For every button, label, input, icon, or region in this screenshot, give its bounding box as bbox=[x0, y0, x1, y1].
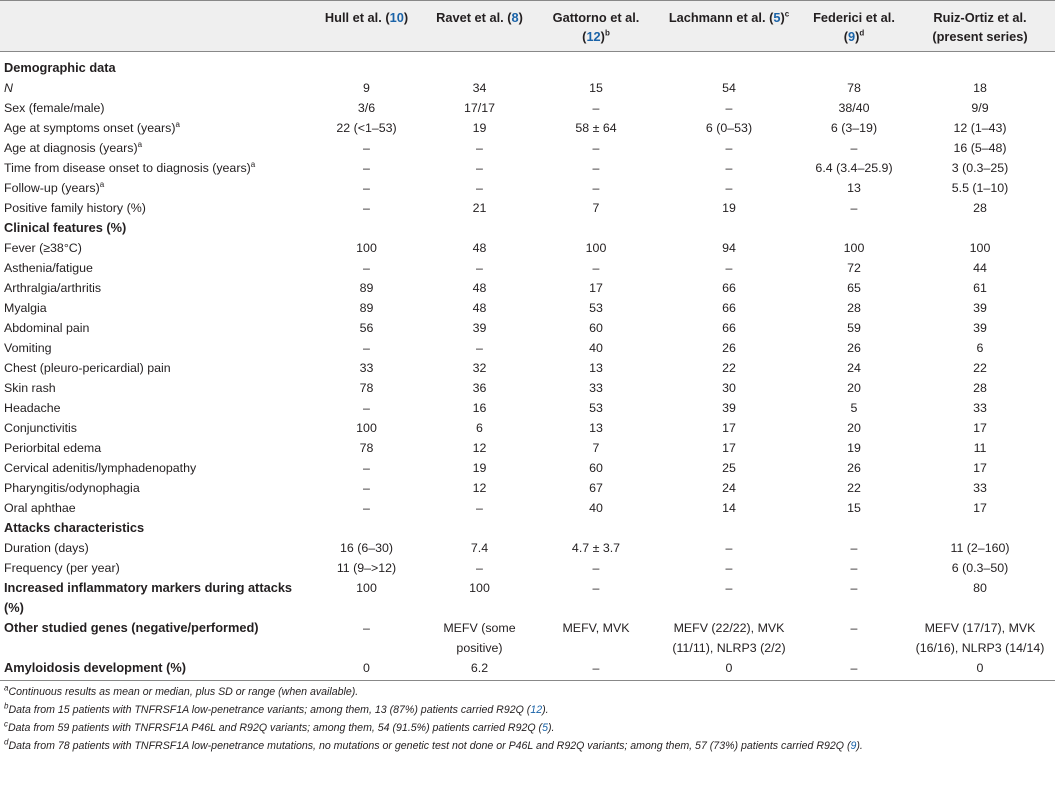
table-cell: 78 bbox=[359, 381, 374, 395]
table-cell: 5 bbox=[850, 401, 858, 415]
column-header-1 bbox=[311, 1, 422, 52]
table-cell: 26 bbox=[847, 341, 861, 355]
row-label-text: Amyloidosis development (%) bbox=[4, 660, 187, 675]
table-row bbox=[0, 658, 1055, 681]
table-cell: – bbox=[363, 461, 370, 475]
column-header-2 bbox=[422, 1, 537, 52]
row-label bbox=[0, 438, 311, 458]
table-row bbox=[0, 558, 1055, 578]
table-cell: MEFV (22/22), MVK (11/11), NLRP3 (2/2) bbox=[672, 621, 786, 655]
table-cell: 66 bbox=[722, 281, 736, 295]
row-label-text: Chest (pleuro-pericardial) pain bbox=[4, 361, 171, 375]
table-cell: 4.7 ± 3.7 bbox=[571, 541, 621, 555]
table-cell: 9/9 bbox=[971, 101, 989, 115]
header-row bbox=[0, 1, 1055, 52]
row-label bbox=[0, 338, 311, 358]
row-label bbox=[0, 578, 311, 618]
table-cell: 40 bbox=[589, 341, 603, 355]
table-cell: 48 bbox=[472, 281, 487, 295]
table-cell: 7 bbox=[592, 441, 600, 455]
table-cell: – bbox=[476, 141, 483, 155]
column-header-text: Federici et al. ( bbox=[813, 10, 895, 44]
table-row bbox=[0, 278, 1055, 298]
section-header-row bbox=[0, 518, 1055, 538]
table-cell: 38/40 bbox=[838, 101, 870, 115]
table-cell: – bbox=[363, 501, 370, 515]
table-cell: 100 bbox=[843, 241, 865, 255]
row-label bbox=[0, 558, 311, 578]
table-cell: – bbox=[592, 161, 600, 175]
table-cell: – bbox=[725, 541, 733, 555]
table-cell: 22 bbox=[973, 361, 987, 375]
table-cell: 22 bbox=[847, 481, 861, 495]
table-cell: 100 bbox=[356, 241, 377, 255]
reference-link[interactable]: 9 bbox=[847, 29, 856, 44]
table-cell: – bbox=[363, 401, 370, 415]
table-cell: 6 (0.3–50) bbox=[951, 561, 1009, 575]
column-header-text: ) bbox=[780, 10, 785, 25]
table-row bbox=[0, 358, 1055, 378]
column-header-4 bbox=[655, 1, 803, 52]
row-label bbox=[0, 118, 311, 138]
row-label-text: Cervical adenitis/lymphadenopathy bbox=[4, 461, 197, 475]
footnote-marker: a bbox=[99, 179, 105, 189]
table-row bbox=[0, 498, 1055, 518]
table-cell: – bbox=[803, 658, 905, 681]
row-label-text: Conjunctivitis bbox=[4, 421, 77, 435]
table-cell: 11 (2–160) bbox=[950, 541, 1010, 555]
table-cell: 17 bbox=[973, 461, 987, 475]
footnote bbox=[0, 683, 1055, 701]
table-row bbox=[0, 378, 1055, 398]
table-cell: 16 bbox=[472, 401, 487, 415]
table-cell: 20 bbox=[847, 381, 861, 395]
table-cell: 16 (5–48) bbox=[953, 141, 1007, 155]
row-label bbox=[0, 78, 311, 98]
footnote-text: ). bbox=[856, 740, 863, 752]
row-label bbox=[0, 418, 311, 438]
table-row bbox=[0, 298, 1055, 318]
table-cell: 53 bbox=[589, 401, 603, 415]
row-label bbox=[0, 298, 311, 318]
footnote-text: Data from 78 patients with TNFRSF1A low-penetrance mutations, no mutations or genetic test not done or P46L and R92Q variants; among them, 57 (73%) patients carried R92Q ( bbox=[8, 740, 851, 752]
table-cell: 17 bbox=[722, 441, 736, 455]
table-cell: 60 bbox=[589, 321, 603, 335]
table-cell: – bbox=[363, 341, 370, 355]
row-label-text: Age at symptoms onset (years) bbox=[4, 121, 176, 135]
table-row bbox=[0, 98, 1055, 118]
table-cell: 78 bbox=[359, 441, 374, 455]
table-body bbox=[0, 52, 1055, 681]
row-label-text: Pharyngitis/odynophagia bbox=[4, 481, 140, 495]
table-cell: – bbox=[850, 141, 858, 155]
row-label-text: Skin rash bbox=[4, 381, 56, 395]
table-row bbox=[0, 118, 1055, 138]
header-blank-cell bbox=[0, 1, 311, 52]
row-label-text: Follow-up (years) bbox=[4, 181, 100, 195]
table-cell: 72 bbox=[847, 261, 861, 275]
table-cell: 19 bbox=[722, 201, 736, 215]
row-label bbox=[0, 198, 311, 218]
table-cell: – bbox=[850, 201, 858, 215]
table-row bbox=[0, 538, 1055, 558]
footnote bbox=[0, 701, 1055, 719]
table-cell: 18 bbox=[973, 81, 987, 95]
table-cell: 6 (0–53) bbox=[705, 121, 753, 135]
table-cell: – bbox=[363, 181, 370, 195]
footnote-marker: c bbox=[4, 719, 8, 729]
table-cell: 17/17 bbox=[463, 101, 495, 115]
table-cell: – bbox=[363, 141, 370, 155]
table-cell: 19 bbox=[472, 121, 487, 135]
table-header bbox=[0, 1, 1055, 52]
footnote bbox=[0, 719, 1055, 737]
table-cell: 54 bbox=[722, 81, 736, 95]
table-cell: 17 bbox=[973, 421, 987, 435]
reference-link[interactable]: 9 bbox=[850, 740, 857, 752]
footnote-marker: a bbox=[250, 159, 256, 169]
table-cell: 16 (6–30) bbox=[339, 541, 394, 555]
row-label bbox=[0, 158, 311, 178]
column-header-text: ) bbox=[855, 29, 860, 44]
table-cell: – bbox=[592, 141, 600, 155]
table-cell: 80 bbox=[973, 581, 987, 595]
table-cell: 19 bbox=[472, 461, 487, 475]
table-cell: 11 (9–>12) bbox=[336, 561, 397, 575]
table-cell: 6 (3–19) bbox=[830, 121, 878, 135]
table-cell: 6 bbox=[976, 341, 984, 355]
table-cell: 94 bbox=[722, 241, 736, 255]
reference-link[interactable]: 12 bbox=[586, 29, 601, 44]
table-cell: 100 bbox=[585, 241, 607, 255]
footnote-marker: b bbox=[604, 28, 610, 38]
table-row bbox=[0, 438, 1055, 458]
footnote-marker: d bbox=[4, 737, 9, 747]
table-row bbox=[0, 198, 1055, 218]
table-cell: 0 bbox=[655, 658, 803, 681]
table-row bbox=[0, 318, 1055, 338]
table-cell: 100 bbox=[969, 241, 991, 255]
table-cell: 22 bbox=[722, 361, 736, 375]
table-cell: 19 bbox=[847, 441, 861, 455]
table-cell: – bbox=[725, 581, 733, 595]
table-cell: – bbox=[537, 658, 655, 681]
table-cell: – bbox=[363, 481, 370, 495]
table-cell: 78 bbox=[847, 81, 861, 95]
footnote-text: ). bbox=[542, 704, 549, 716]
table-cell: 7.4 bbox=[470, 541, 489, 555]
table-cell: 6 bbox=[476, 421, 483, 435]
table-cell: 48 bbox=[472, 301, 487, 315]
section-title: Clinical features (%) bbox=[4, 220, 127, 235]
table-cell: – bbox=[725, 181, 733, 195]
table-cell: – bbox=[363, 161, 370, 175]
table-cell: 36 bbox=[472, 381, 487, 395]
row-label-text: Periorbital edema bbox=[4, 441, 102, 455]
table-row bbox=[0, 158, 1055, 178]
table-cell: 26 bbox=[847, 461, 861, 475]
table-row bbox=[0, 138, 1055, 158]
table-cell: 40 bbox=[589, 501, 603, 515]
row-label bbox=[0, 318, 311, 338]
table-cell: 6.2 bbox=[422, 658, 537, 681]
table-cell: 12 bbox=[472, 481, 487, 495]
table-row bbox=[0, 578, 1055, 618]
footnote-text: Data from 59 patients with TNFRSF1A P46L and R92Q variants; among them, 54 (91.5%) patients carried R92Q ( bbox=[8, 722, 543, 734]
row-label-text: Duration (days) bbox=[4, 541, 89, 555]
table-cell: 67 bbox=[589, 481, 603, 495]
table-cell: 61 bbox=[973, 281, 987, 295]
table-cell: 100 bbox=[469, 581, 490, 595]
row-label-text: Age at diagnosis (years) bbox=[4, 141, 138, 155]
table-cell: 11 bbox=[973, 441, 987, 455]
table-cell: 53 bbox=[589, 301, 603, 315]
table-cell: 33 bbox=[589, 381, 603, 395]
column-header-text: Lachmann et al. ( bbox=[668, 10, 774, 25]
reference-link[interactable]: 10 bbox=[389, 10, 404, 25]
table-cell: 28 bbox=[973, 201, 987, 215]
table-cell: 24 bbox=[722, 481, 736, 495]
row-label bbox=[0, 478, 311, 498]
row-label bbox=[0, 618, 311, 658]
row-label bbox=[0, 398, 311, 418]
table-cell: 33 bbox=[359, 361, 374, 375]
row-label bbox=[0, 378, 311, 398]
column-header-text: ) bbox=[600, 29, 605, 44]
table-cell: – bbox=[476, 341, 483, 355]
table-cell: – bbox=[363, 201, 370, 215]
column-header-6 bbox=[905, 1, 1055, 52]
row-label bbox=[0, 498, 311, 518]
table-cell: – bbox=[592, 561, 600, 575]
row-label-text: Increased inflammatory markers during attacks (%) bbox=[4, 580, 293, 615]
table-row bbox=[0, 258, 1055, 278]
row-label-text: Headache bbox=[4, 401, 61, 415]
table-cell: 33 bbox=[973, 481, 987, 495]
table-cell: – bbox=[725, 141, 733, 155]
row-label bbox=[0, 658, 311, 681]
column-header-5 bbox=[803, 1, 905, 52]
table-cell: 6.4 (3.4–25.9) bbox=[815, 161, 893, 175]
footnote-marker: a bbox=[4, 683, 9, 693]
row-label bbox=[0, 538, 311, 558]
table-cell: 15 bbox=[847, 501, 861, 515]
table-cell: 21 bbox=[472, 201, 487, 215]
table-cell: 44 bbox=[973, 261, 987, 275]
table-cell: 48 bbox=[472, 241, 487, 255]
row-label bbox=[0, 138, 311, 158]
table-cell: 24 bbox=[847, 361, 861, 375]
table-cell: 56 bbox=[359, 321, 374, 335]
table-cell: – bbox=[850, 581, 858, 595]
table-cell: 60 bbox=[589, 461, 603, 475]
column-header-text: Ruiz-Ortiz et al. (present series) bbox=[932, 10, 1028, 44]
footnote-marker: a bbox=[175, 119, 180, 129]
table-cell: – bbox=[725, 161, 733, 175]
table-cell: – bbox=[476, 561, 483, 575]
column-header-text: Gattorno et al. ( bbox=[552, 10, 640, 44]
table-cell: – bbox=[476, 161, 483, 175]
table-cell: 100 bbox=[356, 581, 377, 595]
table-cell: 33 bbox=[973, 401, 987, 415]
column-header-text: Hull et al. ( bbox=[324, 10, 390, 25]
footnotes bbox=[0, 683, 1055, 755]
table-cell: 12 (1–43) bbox=[953, 121, 1007, 135]
table-cell: 89 bbox=[359, 281, 374, 295]
table-cell: – bbox=[850, 561, 858, 575]
footnote-marker: c bbox=[784, 9, 790, 19]
table-cell: 28 bbox=[973, 381, 987, 395]
table-cell: 39 bbox=[472, 321, 487, 335]
table-cell: 39 bbox=[973, 321, 987, 335]
table-cell: 13 bbox=[847, 181, 861, 195]
table-cell: 66 bbox=[722, 301, 736, 315]
row-label bbox=[0, 458, 311, 478]
footnote bbox=[0, 737, 1055, 755]
table-cell: 17 bbox=[722, 421, 736, 435]
table-row bbox=[0, 478, 1055, 498]
row-label-text: Positive family history (%) bbox=[4, 201, 146, 215]
row-label-text: Vomiting bbox=[4, 341, 52, 355]
table-cell: 89 bbox=[359, 301, 374, 315]
table-row bbox=[0, 458, 1055, 478]
section-header-row bbox=[0, 218, 1055, 238]
table-cell: – bbox=[725, 261, 733, 275]
row-label-text: Arthralgia/arthritis bbox=[4, 281, 102, 295]
table-cell: 32 bbox=[472, 361, 487, 375]
row-label-text: N bbox=[4, 81, 13, 95]
table-cell: 26 bbox=[722, 341, 736, 355]
section-title: Demographic data bbox=[4, 60, 116, 75]
table-cell: 100 bbox=[356, 421, 377, 435]
table-cell: MEFV (17/17), MVK (16/16), NLRP3 (14/14) bbox=[915, 621, 1045, 655]
column-header-3 bbox=[537, 1, 655, 52]
section-title: Attacks characteristics bbox=[4, 520, 145, 535]
table-cell: – bbox=[592, 101, 600, 115]
reference-link[interactable]: 8 bbox=[511, 10, 519, 25]
row-label-text: Other studied genes (negative/performed) bbox=[4, 620, 259, 635]
table-cell: 5.5 (1–10) bbox=[951, 181, 1009, 195]
table-cell: 39 bbox=[722, 401, 736, 415]
table-cell: MEFV, MVK bbox=[562, 621, 630, 635]
footnote-marker: b bbox=[4, 701, 9, 711]
row-label-text: Frequency (per year) bbox=[4, 561, 120, 575]
table-cell: 66 bbox=[722, 321, 736, 335]
table-cell: 3 (0.3–25) bbox=[951, 161, 1009, 175]
reference-link[interactable]: 5 bbox=[773, 10, 781, 25]
reference-link[interactable]: 5 bbox=[542, 722, 548, 734]
row-label bbox=[0, 258, 311, 278]
table-cell: – bbox=[476, 261, 483, 275]
table-cell: 20 bbox=[847, 421, 861, 435]
table-row bbox=[0, 178, 1055, 198]
table-row bbox=[0, 78, 1055, 98]
table-cell: – bbox=[850, 541, 858, 555]
table-row bbox=[0, 238, 1055, 258]
table-cell: 30 bbox=[722, 381, 736, 395]
footnote-text: Continuous results as mean or median, plus SD or range (when available). bbox=[8, 686, 359, 698]
row-label bbox=[0, 98, 311, 118]
table-cell: – bbox=[476, 181, 483, 195]
table-cell: 28 bbox=[847, 301, 861, 315]
section-header-row bbox=[0, 52, 1055, 79]
table-cell: 7 bbox=[592, 201, 600, 215]
table-cell: 25 bbox=[722, 461, 736, 475]
row-label-text: Sex (female/male) bbox=[4, 101, 105, 115]
table-cell: 0 bbox=[905, 658, 1055, 681]
table-cell: 15 bbox=[589, 81, 603, 95]
row-label-text: Abdominal pain bbox=[4, 321, 90, 335]
table-cell: 14 bbox=[722, 501, 736, 515]
column-header-text: ) bbox=[403, 10, 409, 25]
table-cell: 17 bbox=[589, 281, 603, 295]
table-cell: 13 bbox=[589, 361, 603, 375]
table-cell: – bbox=[725, 561, 733, 575]
column-header-text: Ravet et al. ( bbox=[436, 10, 512, 25]
footnote-text: Data from 15 patients with TNFRSF1A low-penetrance variants; among them, 13 (87%) patients carried R92Q ( bbox=[8, 704, 531, 716]
table-cell: 65 bbox=[847, 281, 861, 295]
table-row bbox=[0, 398, 1055, 418]
table-cell: – bbox=[363, 621, 370, 635]
footnote-marker: d bbox=[859, 28, 865, 38]
table-cell: – bbox=[592, 581, 600, 595]
footnote-text: ). bbox=[547, 722, 555, 734]
table-cell: 39 bbox=[973, 301, 987, 315]
table-cell: – bbox=[592, 181, 600, 195]
table-cell: 58 ± 64 bbox=[575, 121, 617, 135]
row-label bbox=[0, 178, 311, 198]
table-cell: 22 (<1–53) bbox=[336, 121, 397, 135]
row-label-text: Asthenia/fatigue bbox=[4, 261, 93, 275]
row-label-text: Oral aphthae bbox=[4, 501, 76, 515]
table-cell: 3/6 bbox=[357, 101, 376, 115]
table-cell: – bbox=[476, 501, 483, 515]
row-label bbox=[0, 358, 311, 378]
row-label-text: Fever (≥38°C) bbox=[4, 241, 82, 255]
row-label-text: Time from disease onset to diagnosis (years) bbox=[4, 161, 251, 175]
table-cell: 13 bbox=[589, 421, 603, 435]
table-cell: – bbox=[363, 261, 370, 275]
row-label-text: Myalgia bbox=[4, 301, 47, 315]
column-header-text: ) bbox=[518, 10, 523, 25]
table-row bbox=[0, 338, 1055, 358]
table-cell: – bbox=[592, 261, 600, 275]
table-cell: 0 bbox=[311, 658, 422, 681]
reference-link[interactable]: 12 bbox=[530, 704, 543, 716]
table-cell: 9 bbox=[363, 81, 370, 95]
footnote-marker: a bbox=[137, 139, 143, 149]
table-cell: 12 bbox=[472, 441, 487, 455]
table-row bbox=[0, 618, 1055, 658]
table-cell: – bbox=[850, 621, 858, 635]
table-row bbox=[0, 418, 1055, 438]
table-cell: 17 bbox=[973, 501, 987, 515]
table-cell: 59 bbox=[847, 321, 861, 335]
table-cell: MEFV (some positive) bbox=[443, 621, 516, 655]
row-label bbox=[0, 238, 311, 258]
row-label bbox=[0, 278, 311, 298]
table-cell: 34 bbox=[472, 81, 487, 95]
table-cell: – bbox=[725, 101, 733, 115]
